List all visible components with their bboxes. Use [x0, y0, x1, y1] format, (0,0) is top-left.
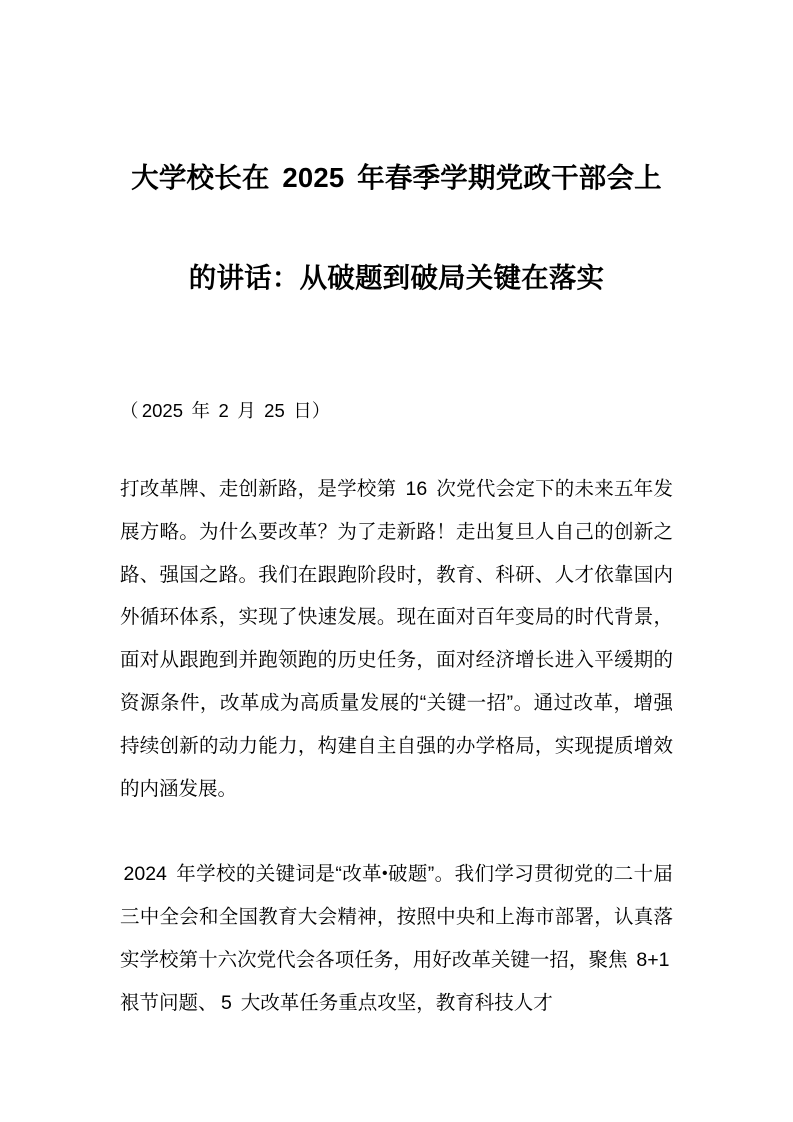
- latin-run: 16: [405, 478, 428, 500]
- page-title-line-1: 大学校长在 2025 年春季学期党政干部会上: [131, 162, 662, 193]
- body-paragraph-2: 2024 年学校的关键词是“改革•破题”。我们学习贯彻党的二十届三中全会和全国教育大会精神，按照中央和上海市部署，认真落实学校第十六次党代会各项任务，用好改革关键一招，聚焦 8+1 裉节问题、 5 大改革任务重点攻坚，教育科技人才: [120, 863, 673, 1014]
- page-title-line-2: 的讲话：从破题到破局关键在落实: [188, 262, 605, 293]
- latin-run: 2025: [282, 162, 345, 193]
- latin-run: 8+1: [636, 948, 670, 971]
- body-paragraph-1: 打改革牌、走创新路，是学校第 16 次党代会定下的未来五年发展方略。为什么要改革？为了走新路！走出复旦人自己的创新之路、强国之路。我们在跟跑阶段时，教育、科研、人才依靠国内外循环体系，实现了快速发展。现在面对百年变局的时代背景，面对从跟跑到并跑领跑的历史任务，面对经济增长进入平缓期的资源条件，改革成为高质量发展的“关键一招”。通过改革，增强持续创新的动力能力，构建自主自强的办学格局，实现提质增效的内涵发展。: [120, 478, 674, 800]
- document-body: [120, 425, 673, 1024]
- speech-date: （ 2025 年 2 月 25 日）: [120, 400, 331, 421]
- bullet-separator: •: [382, 865, 388, 883]
- page-content-column: [120, 0, 673, 1024]
- latin-run: 2024: [123, 863, 167, 886]
- page-title: [120, 0, 673, 328]
- latin-run: 2025: [141, 400, 183, 421]
- latin-run: 25: [264, 400, 285, 421]
- latin-run: 2: [218, 400, 229, 421]
- latin-run: 5: [221, 991, 232, 1014]
